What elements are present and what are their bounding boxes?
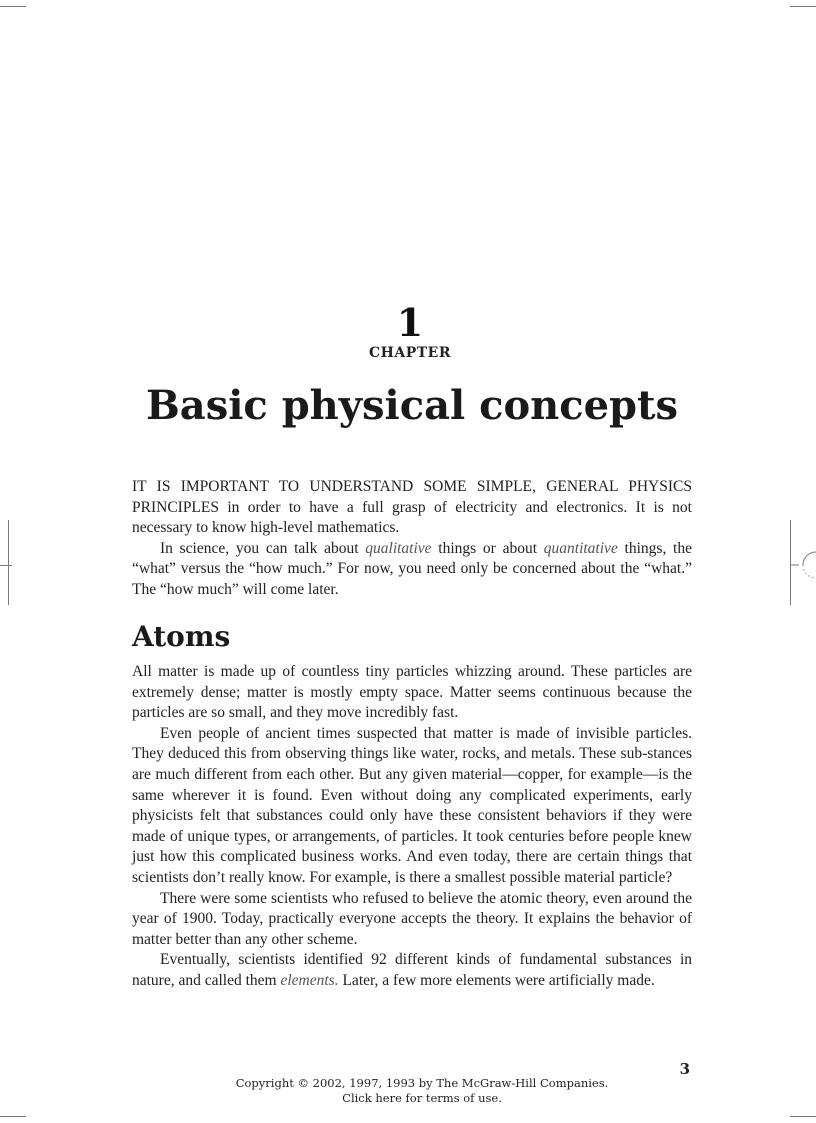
intro-paragraph-1: IT IS IMPORTANT TO UNDERSTAND SOME SIMPLE, GENERAL PHYSICS PRINCIPLES in order to have a full grasp of electricity and electronics. It is not necessary to know high-level mathematics. [132,478,692,537]
elements-term: elements. [280,971,339,989]
atoms-paragraph-3: There were some scientists who refused to believe the atomic theory, even around the year of 1900. Today, practically everyone accepts the theory. It explains the behavior of matter better than any other scheme. [132,889,692,948]
qualitative-term: qualitative [365,539,432,557]
registration-mark-right-icon [790,550,816,584]
crop-mark-bottom-left [0,1116,26,1117]
crop-mark-top-right [790,6,816,7]
atoms-paragraph-2: Even people of ancient times suspected that matter is made of invisible particles. They deduced this from observing things like water, rocks, and metals. These sub-stances are much different from each other. But any given material—copper, for example—is the same wherever it is found. Even without doing any complicated experiments, early physicists felt that substances could only have these consistent behaviors if they were made of unique types, or arrangements, of particles. It took centuries before people knew just how this complicated business works. And even today, there are certain things that scientists don’t really know. For example, is there a smallest possible material particle? [132,724,692,886]
crop-mark-top-left [0,6,26,7]
atoms-paragraph-1: All matter is made up of countless tiny particles whizzing around. These particles are extremely dense; matter is mostly empty space. Matter seems continuous because the particles are so small, and they move incredibly fast. [132,663,692,722]
chapter-title: Basic physical concepts [145,382,678,429]
intro-p2-text-b: things or about [431,539,544,557]
intro-p2-text-a: In science, you can talk about [160,539,366,557]
intro-paragraph-2 [132,539,692,601]
quantitative-term: quantitative [543,539,618,557]
atoms-p4-text-a: Eventually, scientists identified 92 different kinds of fundamental substances in nature, and called them [132,951,692,989]
copyright-notice: Copyright © 2002, 1997, 1993 by The McGraw-Hill Companies. [235,1076,609,1090]
section-heading-atoms: Atoms [132,620,231,653]
atoms-p4-text-b: Later, a few more elements were artificially made. [338,971,655,989]
footer [0,1076,816,1106]
intro-p2-text-c: things, the “what” versus the “how much.” For now, you need only be concerned about the “what.” The “how much” will come later. [132,539,692,598]
intro-section [132,477,692,601]
registration-mark-left-horizontal [0,565,12,566]
registration-mark-left-vertical [8,520,9,605]
chapter-number: 1 [396,300,424,345]
page-number: 3 [679,1060,690,1078]
chapter-label: CHAPTER [369,345,451,361]
terms-of-use-link[interactable]: Click here for terms of use. [342,1091,502,1105]
atoms-paragraph-4 [132,950,692,991]
crop-mark-bottom-right [790,1116,816,1117]
atoms-section [132,662,692,992]
